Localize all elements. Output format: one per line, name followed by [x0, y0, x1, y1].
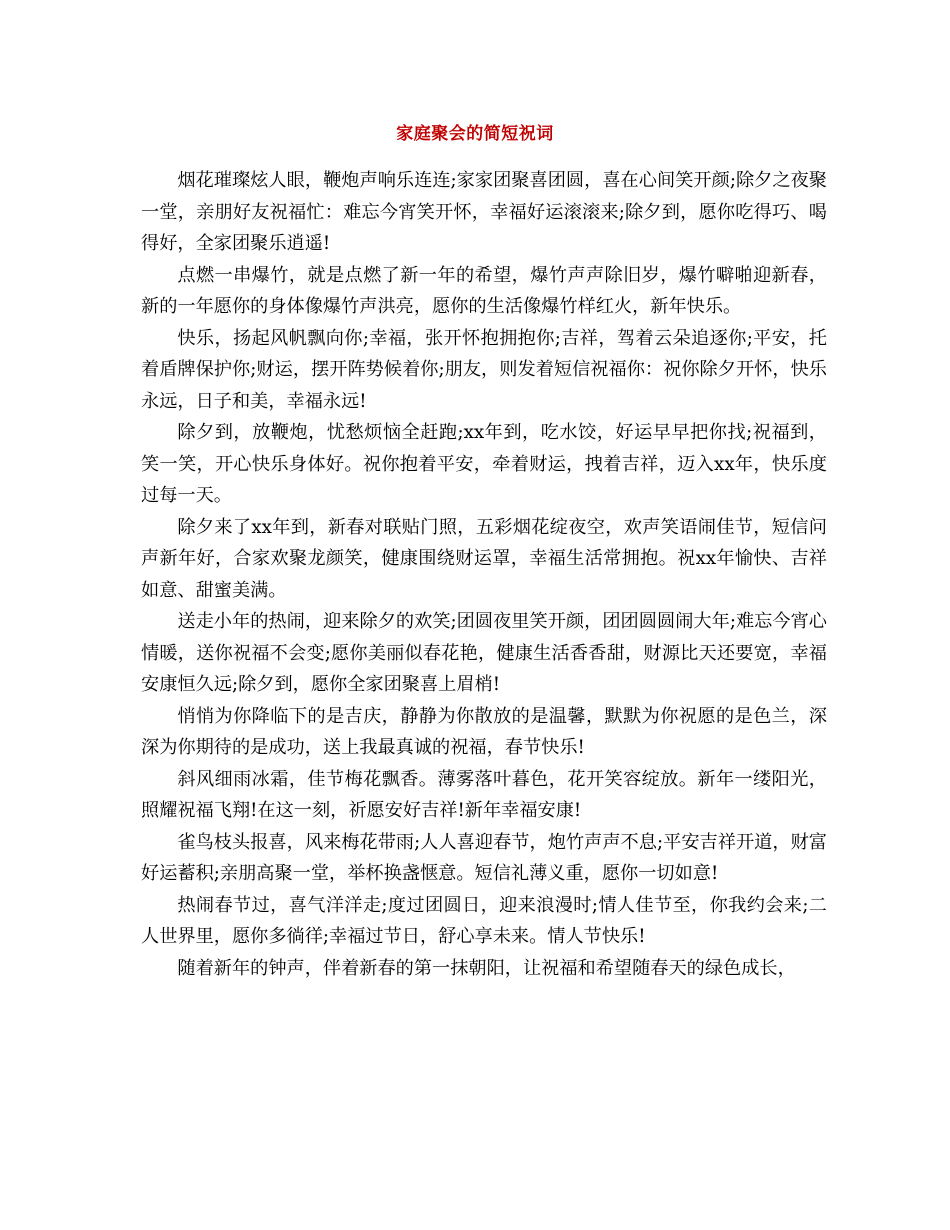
paragraph: 烟花璀璨炫人眼，鞭炮声响乐连连;家家团聚喜团圆，喜在心间笑开颜;除夕之夜聚一堂，亲朋好友祝福忙：难忘今宵笑开怀，幸福好运滚滚来;除夕到，愿你吃得巧、喝得好，全家团聚乐逍遥!: [141, 170, 827, 254]
paragraph: 悄悄为你降临下的是吉庆，静静为你散放的是温馨，默默为你祝愿的是色兰，深深为你期待的是成功，送上我最真诚的祝福，春节快乐!: [141, 705, 827, 758]
paragraph: 随着新年的钟声，伴着新春的第一抹朝阳，让祝福和希望随春天的绿色成长，: [177, 957, 796, 979]
paragraph: 雀鸟枝头报喜，风来梅花带雨;人人喜迎春节，炮竹声声不息;平安吉祥开道，财富好运蓄积;亲朋高聚一堂，举杯换盏惬意。短信礼薄义重，愿你一切如意!: [141, 831, 827, 884]
paragraph: 点燃一串爆竹，就是点燃了新一年的希望，爆竹声声除旧岁，爆竹噼啪迎新春，新的一年愿你的身体像爆竹声洪亮，愿你的生活像爆竹样红火，新年快乐。: [141, 264, 827, 317]
paragraph: 送走小年的热闹，迎来除夕的欢笑;团圆夜里笑开颜，团团圆圆闹大年;难忘今宵心情暖，送你祝福不会变;愿你美丽似春花艳，健康生活香香甜，财源比天还要宽，幸福安康恒久远;除夕到，愿你全家团聚喜上眉梢!: [141, 611, 827, 695]
paragraph: 斜风细雨冰霜，佳节梅花飘香。薄雾落叶暮色，花开笑容绽放。新年一缕阳光，照耀祝福飞翔!在这一刻，祈愿安好吉祥!新年幸福安康!: [141, 768, 827, 821]
document-title: 家庭聚会的简短祝词: [396, 124, 554, 144]
paragraph: 除夕来了xx年到，新春对联贴门照，五彩烟花绽夜空，欢声笑语闹佳节，短信问声新年好，合家欢聚龙颜笑，健康围绕财运罩，幸福生活常拥抱。祝xx年愉快、吉祥如意、甜蜜美满。: [141, 516, 827, 601]
document-body: [141, 165, 827, 984]
paragraph: 热闹春节过，喜气洋洋走;度过团圆日，迎来浪漫时;情人佳节至，你我约会来;二人世界里，愿你多徜徉;幸福过节日，舒心享未来。情人节快乐!: [141, 894, 827, 947]
paragraph: 除夕到，放鞭炮，忧愁烦恼全赶跑;xx年到，吃水饺，好运早早把你找;祝福到，笑一笑，开心快乐身体好。祝你抱着平安，牵着财运，拽着吉祥，迈入xx年，快乐度过每一天。: [141, 422, 827, 506]
paragraph: 快乐，扬起风帆飘向你;幸福，张开怀抱拥抱你;吉祥，驾着云朵追逐你;平安，托着盾牌保护你;财运，摆开阵势候着你;朋友，则发着短信祝福你：祝你除夕开怀，快乐永远，日子和美，幸福永远!: [141, 327, 827, 412]
